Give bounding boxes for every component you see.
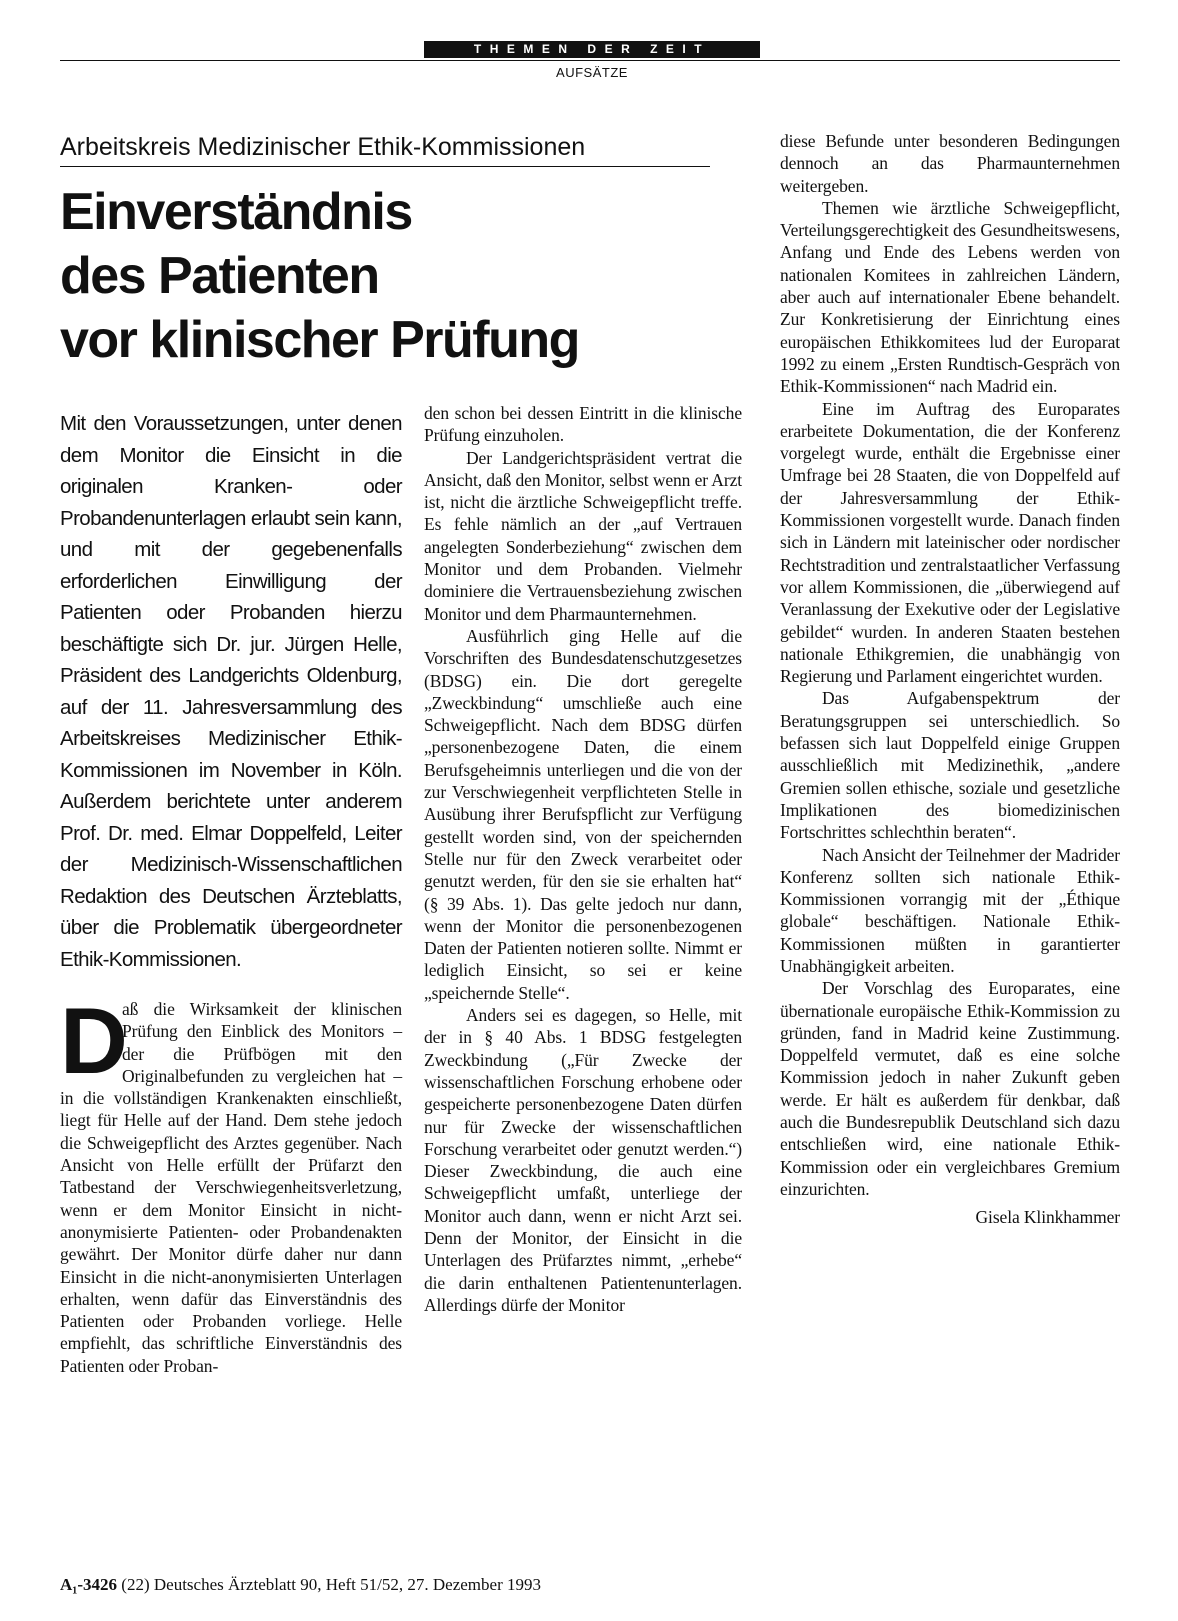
section-label: THEMEN DER ZEIT — [424, 41, 760, 58]
body-column-3 — [780, 130, 1120, 1229]
body-paragraph: Ausführlich ging Helle auf die Vorschriften des Bundesdatenschutzgesetzes (BDSG) ein. Die dort geregelte „Zweckbindung“ umschließe auch eine Schweigepflicht. Nach dem BDSG dürfen „personenbezogene Daten, die einem Berufsgeheimnis unterliegen und die von der zur Verschwiegenheit verpflichteten Stelle in Ausübung ihrer Berufspflicht zur Verfügung gestellt worden sind, von der speichernden Stelle nur für den Zweck verarbeitet oder genutzt werden, für den sie sie erhalten hat“ (§ 39 Abs. 1). Das gelte jedoch nur dann, wenn der Monitor die personenbezogenen Daten der Patienten notieren sollte. Nimmt er lediglich Einsicht, so sei er keine „speichernde Stelle“. — [424, 625, 742, 1003]
body-paragraph: Das Aufgabenspektrum der Beratungsgruppen sei unterschiedlich. So befassen sich laut Doppelfeld einige Gruppen ausschließlich mit Medizinethik, „andere Gremien sollen ethische, soziale und gesetzliche Implikationen des biomedizinischen Fortschrittes schlechthin beraten“. — [780, 688, 1120, 843]
body-column-1 — [60, 988, 402, 1377]
author-byline: Gisela Klinkhammer — [975, 1207, 1120, 1228]
body-paragraph: Nach Ansicht der Teilnehmer der Madrider Konferenz sollten sich nationale Ethik-Kommissionen vorrangig mit der „Éthique globale“ beschäftigen. Nationale Ethik-Kommissionen müßten in garantierter Unabhängigkeit arbeiten. — [780, 844, 1120, 976]
body-paragraph: diese Befunde unter besonderen Bedingungen dennoch an das Pharmaunternehmen weitergeben. — [780, 131, 1120, 196]
article-lead: Mit den Voraussetzungen, unter denen dem Monitor die Einsicht in die originalen Kranken- oder Probandenunterlagen erlaubt sein kann, und mit der gegebenenfalls erforderlichen Einwilligung der Patienten oder Probanden hierzu beschäftigte sich Dr. jur. Jürgen Helle, Präsident des Landgerichts Oldenburg, auf der 11. Jahresversammlung des Arbeitskreises Medizinischer Ethik-Kommissionen im November in Köln. Außerdem berichtete unter anderem Prof. Dr. med. Elmar Doppelfeld, Leiter der Medizinisch-Wissenschaftlichen Redaktion des Deutschen Ärzteblatts, über die Problematik übergeordneter Ethik-Kommissionen. — [60, 412, 402, 971]
headline-line: Einverständnis — [60, 183, 412, 241]
body-paragraph: aß die Wirksamkeit der klinischen Prüfung den Einblick des Monitors – der die Prüfbögen mit den Originalbefunden zu vergleichen hat – in die vollständigen Krankenakten einschließt, liegt für Helle auf der Hand. Dem stehe jedoch die Schweigepflicht des Arztes gegenüber. Nach Ansicht von Helle erfüllt der Prüfarzt den Tatbestand der Verschwiegenheitsverletzung, wenn er dem Monitor Einsicht in nicht-anonymisierte Patienten- oder Probandenakten gewährt. Der Monitor dürfe daher nur dann Einsicht in die nicht-anonymisierten Unterlagen erhalten, wenn dafür das Einverständnis des Patienten oder Probanden vorliege. Helle empfiehlt, das schriftliche Einverständnis des Patienten oder Proban- — [60, 999, 402, 1376]
body-paragraph: Eine im Auftrag des Europarates erarbeitete Dokumentation, die der Konferenz vorgelegt wurde, enthält die Ergebnisse einer Umfrage bei 28 Staaten, die von Doppelfeld auf der Jahresversammlung der Ethik-Kommissionen vorgestellt wurde. Danach finden sich in Ländern mit lateinischer oder nordischer Rechtstradition und zentralstaatlicher Verfassung vor allem Kommissionen, die „überwiegend auf Veranlassung der Exekutive oder der Legislative gebildet“ wurden. In anderen Staaten bestehen nationale Ethikgremien, die unabhängig von Regierung und Parlament eingerichtet wurden. — [780, 398, 1120, 687]
headline-line: vor klinischer Prüfung — [60, 311, 579, 369]
header-rule — [60, 60, 1120, 61]
body-paragraph: Der Vorschlag des Europarates, eine übernationale europäische Ethik-Kommission zu gründen, fand in Madrid keine Zustimmung. Doppelfeld vermutet, daß es eine solche Kommission jedoch in naher Zukunft geben werde. Er hält es außerdem für denkbar, daß auch die Bundesrepublik Deutschland sich dazu entschließen wird, eine nationale Ethik-Kommission oder ein vergleichbares Gremium einzurichten. — [780, 978, 1120, 1199]
page-footer — [60, 1575, 860, 1595]
body-column-2 — [424, 402, 742, 1316]
article-kicker: Arbeitskreis Medizinischer Ethik-Kommissionen — [60, 133, 586, 161]
body-paragraph: Themen wie ärztliche Schweigepflicht, Verteilungsgerechtigkeit des Gesundheitswesens, Anfang und Ende des Lebens werden von nationalen Komitees in zahlreichen Ländern, aber auch auf internationaler Ebene behandelt. Zur Konkretisierung der Einrichtung eines europäischen Ethikkomitees lud der Europarat 1992 zu einem „Ersten Rundtisch-Gespräch von Ethik-Kommissionen“ nach Madrid ein. — [780, 197, 1120, 397]
body-paragraph: Der Landgerichtspräsident vertrat die Ansicht, daß den Monitor, selbst wenn er Arzt ist, nicht die ärztliche Schweigepflicht treffe. Es fehle nämlich an der „auf Vertrauen angelegten Sonderbeziehung“ zwischen dem Monitor und dem Probanden. Vielmehr dominiere die Vertrauensbeziehung zwischen Monitor und dem Pharmaunternehmen. — [424, 447, 743, 624]
kicker-underline — [60, 166, 710, 167]
body-paragraph: Anders sei es dagegen, so Helle, mit der in § 40 Abs. 1 BDSG festgelegten Zweckbindung („Für Zwecke der wissenschaftlichen Forschung erhobene oder gespeicherte personenbezogene Daten dürfen nur für Zwecke der wissenschaftlichen Forschung verarbeitet oder genutzt werden.“) Dieser Zweckbindung, die auch eine Schweigepflicht umfaßt, unterliege der Monitor auch dann, wenn er nicht Arzt sei. Denn der Monitor, der Einsicht in die Unterlagen des Prüfarztes nimmt, „erhebe“ die darin enthaltenen Patientenunterlagen. Allerdings dürfe der Monitor — [424, 1005, 742, 1315]
page-reference: A₁-3426 — [60, 1575, 118, 1594]
body-paragraph: den schon bei dessen Eintritt in die klinische Prüfung einzuholen. — [424, 403, 742, 446]
drop-cap: D — [60, 988, 128, 1093]
headline-line: des Patienten — [60, 247, 379, 305]
article-headline — [60, 180, 740, 372]
subsection-label: AUFSÄTZE — [556, 65, 628, 80]
citation: (22) Deutsches Ärzteblatt 90, Heft 51/52, 27. Dezember 1993 — [121, 1575, 541, 1594]
